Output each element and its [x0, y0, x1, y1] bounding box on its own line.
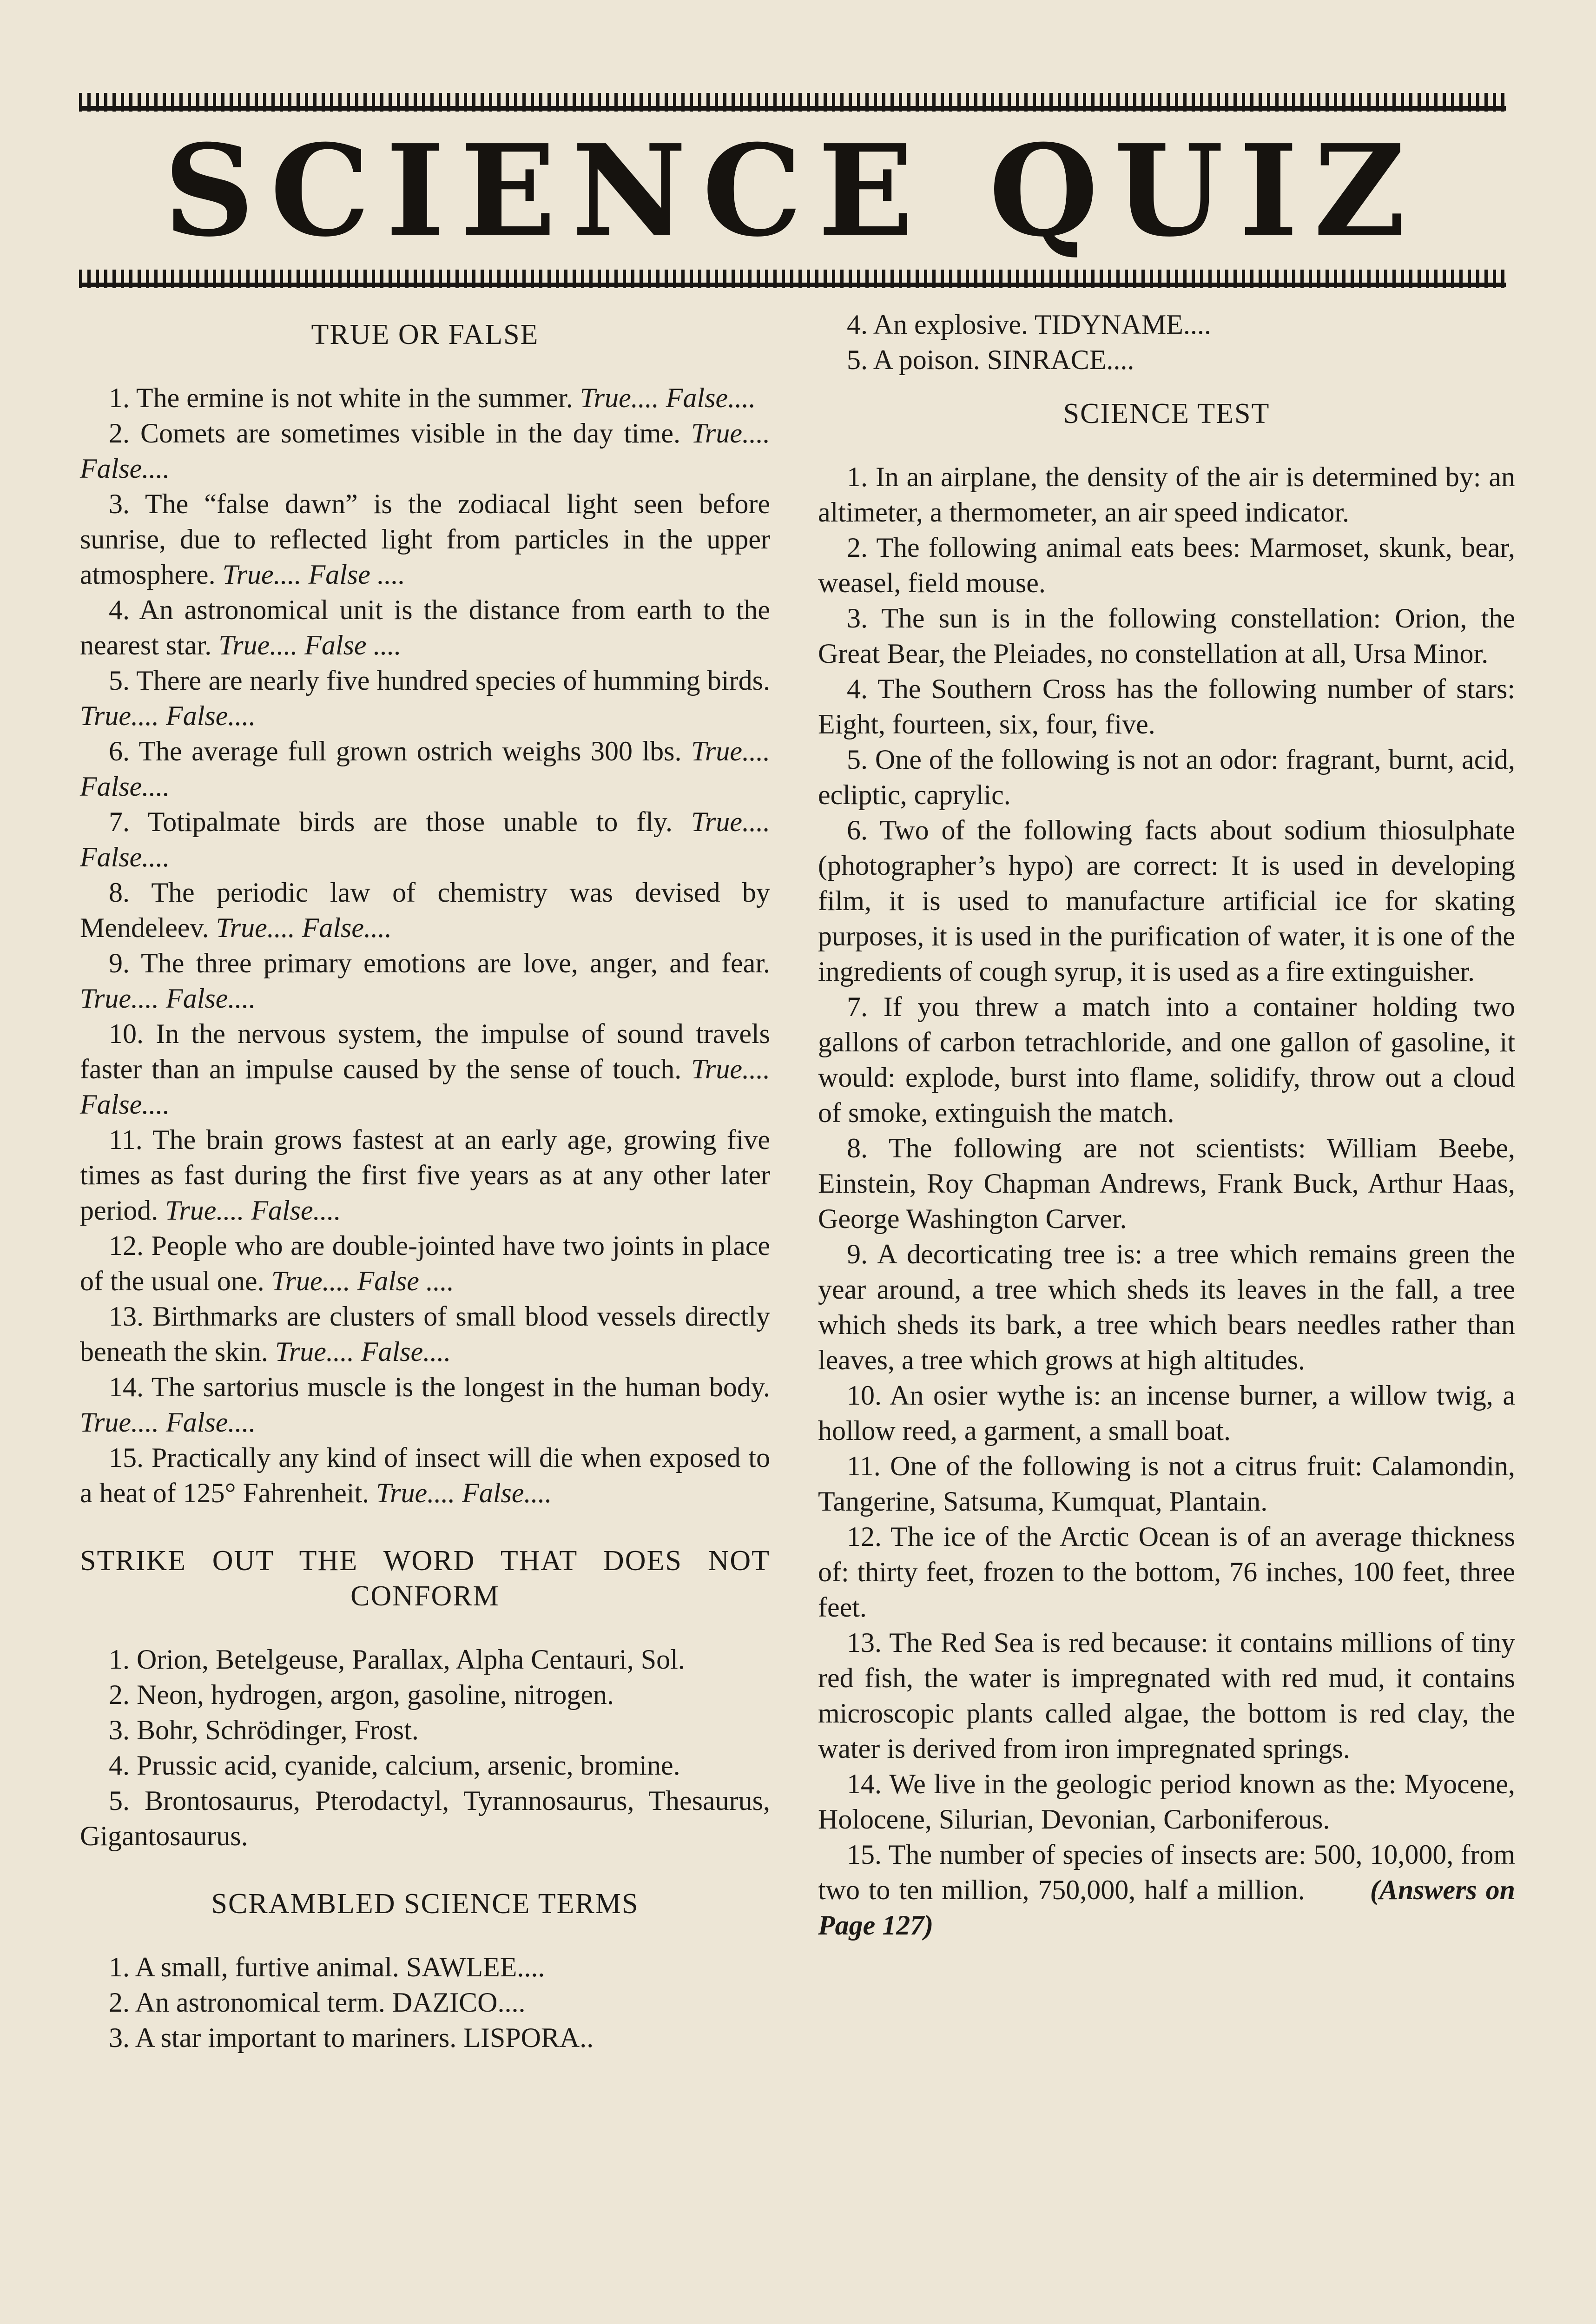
scrambled-item: 5. A poison. SINRACE....: [847, 344, 1134, 375]
true-false-item: [80, 733, 770, 804]
item-text: 11. The brain grows fastest at an early age, growing five times as fast during the first five years as at any other later period.: [80, 1124, 770, 1226]
masthead: [79, 93, 1506, 288]
item-text: 2. Comets are sometimes visible in the day time.: [109, 418, 680, 449]
true-false-item: [80, 486, 770, 592]
scrambled-item: 2. An astronomical term. DAZICO....: [109, 1987, 526, 2018]
item-text: 4. An astronomical unit is the distance from earth to the nearest star.: [80, 594, 770, 660]
true-false-choices: True.... False ....: [218, 630, 402, 660]
true-false-choices: True.... False....: [376, 1478, 552, 1508]
scrambled-list-continued: [818, 307, 1515, 377]
scrambled-heading: SCRAMBLED SCIENCE TERMS: [211, 1888, 639, 1920]
strike-out-heading: STRIKE OUT THE WORD THAT DOES NOT CONFORM: [80, 1545, 770, 1612]
science-test-item: 12. The ice of the Arctic Ocean is of an average thickness of: thirty feet, frozen to the bottom, 76 inches, 100 feet, three feet.: [818, 1521, 1515, 1623]
item-text: 15. Practically any kind of insect will die when exposed to a heat of 125° Fahrenheit.: [80, 1442, 770, 1508]
strike-out-item: 5. Brontosaurus, Pterodactyl, Tyrannosaurus, Thesaurus, Gigantosaurus.: [80, 1785, 770, 1851]
true-false-item: [80, 416, 770, 486]
page-title: SCIENCE QUIZ: [164, 117, 1421, 264]
true-false-choices: True.... False....: [80, 418, 770, 484]
scrambled-item: 1. A small, furtive animal. SAWLEE....: [109, 1952, 545, 1982]
true-false-item: [80, 1299, 770, 1369]
true-false-choices: True.... False....: [580, 383, 756, 413]
true-false-choices: True.... False....: [80, 736, 770, 802]
science-test-list: [818, 459, 1515, 1943]
true-false-choices: True.... False....: [80, 1054, 770, 1120]
strike-out-item: 4. Prussic acid, cyanide, calcium, arsenic, bromine.: [109, 1750, 680, 1781]
decorative-rule-bottom: [79, 270, 1506, 288]
true-false-item: [80, 804, 770, 875]
strike-out-item: 1. Orion, Betelgeuse, Parallax, Alpha Centauri, Sol.: [109, 1644, 685, 1675]
true-false-item: [80, 945, 770, 1016]
science-test-item: 2. The following animal eats bees: Marmoset, skunk, bear, weasel, field mouse.: [818, 532, 1515, 598]
science-test-item: 9. A decorticating tree is: a tree which remains green the year around, a tree which sheds its leaves in the fall, a tree which sheds its bark, a tree which bears needles rather than leaves, a tree which grows at high altitudes.: [818, 1239, 1515, 1375]
true-false-item: [80, 663, 770, 733]
item-text: 1. The ermine is not white in the summer.: [109, 383, 573, 413]
true-false-choices: True.... False....: [80, 700, 256, 731]
item-text: 3. The “false dawn” is the zodiacal light seen before sunrise, due to reflected light from particles in the upper atmosphere.: [80, 489, 770, 590]
true-false-choices: True.... False....: [216, 912, 392, 943]
item-text: 15. The number of species of insects are: 500, 10,000, from two to ten million, 750,000, half a million.: [818, 1839, 1515, 1905]
item-text: 10. In the nervous system, the impulse of sound travels faster than an impulse caused by the sense of touch.: [80, 1018, 770, 1084]
true-false-item: [80, 592, 770, 663]
true-false-item: [80, 875, 770, 945]
scrambled-item: 4. An explosive. TIDYNAME....: [847, 309, 1211, 340]
true-false-choices: True.... False....: [275, 1336, 451, 1367]
true-false-item: [80, 1369, 770, 1440]
science-test-heading: SCIENCE TEST: [1063, 398, 1270, 429]
true-false-choices: True.... False....: [80, 806, 770, 872]
item-text: 12. People who are double-jointed have two joints in place of the usual one.: [80, 1230, 770, 1296]
science-test-item: 7. If you threw a match into a container holding two gallons of carbon tetrachloride, and one gallon of gasoline, it would: explode, burst into flame, solidify, throw out a cloud of smoke, extinguish the match.: [818, 991, 1515, 1128]
science-test-item: 4. The Southern Cross has the following number of stars: Eight, fourteen, six, four, five.: [818, 673, 1515, 739]
true-false-choices: True.... False....: [80, 983, 256, 1014]
decorative-rule-top: [79, 93, 1506, 112]
item-text: 9. The three primary emotions are love, anger, and fear.: [109, 948, 770, 978]
science-test-item: 11. One of the following is not a citrus fruit: Calamondin, Tangerine, Satsuma, Kumquat, Plantain.: [818, 1451, 1515, 1517]
science-test-item: 13. The Red Sea is red because: it contains millions of tiny red fish, the water is impregnated with red mud, it contains microscopic plants called algae, the bottom is red clay, the water is derived from iron impregnated springs.: [818, 1627, 1515, 1764]
true-false-list: [80, 380, 770, 1511]
scrambled-list: [80, 1949, 770, 2055]
true-false-choices: True.... False....: [165, 1195, 341, 1226]
item-text: 14. The sartorius muscle is the longest in the human body.: [109, 1372, 770, 1402]
strike-out-item: 3. Bohr, Schrödinger, Frost.: [109, 1715, 419, 1745]
true-false-item: [80, 1440, 770, 1511]
item-text: 5. There are nearly five hundred species of humming birds.: [109, 665, 770, 696]
science-test-item: 8. The following are not scientists: William Beebe, Einstein, Roy Chapman Andrews, Frank Buck, Arthur Haas, George Washington Carver.: [818, 1133, 1515, 1234]
strike-out-list: [80, 1642, 770, 1854]
answers-note: (Answers on Page 127): [818, 1875, 1515, 1941]
true-false-choices: True.... False ....: [222, 559, 405, 590]
true-false-choices: True.... False....: [80, 1407, 256, 1438]
science-test-item: 3. The sun is in the following constellation: Orion, the Great Bear, the Pleiades, no constellation at all, Ursa Minor.: [818, 603, 1515, 669]
science-test-item: 10. An osier wythe is: an incense burner, a willow twig, a hollow reed, a garment, a small boat.: [818, 1380, 1515, 1446]
item-text: 8. The periodic law of chemistry was devised by Mendeleev.: [80, 877, 770, 943]
science-test-item: 5. One of the following is not an odor: fragrant, burnt, acid, ecliptic, caprylic.: [818, 744, 1515, 810]
true-false-item: [80, 1016, 770, 1122]
left-column: [80, 307, 770, 2324]
item-text: 7. Totipalmate birds are those unable to fly.: [109, 806, 673, 837]
true-false-item: [80, 1228, 770, 1299]
true-false-heading: TRUE OR FALSE: [311, 319, 539, 350]
science-test-item: 14. We live in the geologic period known as the: Myocene, Holocene, Silurian, Devonian, Carboniferous.: [818, 1769, 1515, 1835]
true-false-item: [80, 1122, 770, 1228]
item-text: 13. Birthmarks are clusters of small blood vessels directly beneath the skin.: [80, 1301, 770, 1367]
true-false-choices: True.... False ....: [271, 1266, 454, 1296]
science-test-item: 6. Two of the following facts about sodium thiosulphate (photographer’s hypo) are correct: It is used in developing film, it is used to manufacture artificial ice for skating purposes, it is used in the purification of water, it is one of the ingredients of cough syrup, it is used as a fire extinguisher.: [818, 815, 1515, 987]
scrambled-item: 3. A star important to mariners. LISPORA..: [109, 2022, 594, 2053]
item-text: 6. The average full grown ostrich weighs 300 lbs.: [109, 736, 682, 766]
true-false-item: [80, 380, 770, 416]
strike-out-item: 2. Neon, hydrogen, argon, gasoline, nitrogen.: [109, 1679, 614, 1710]
science-test-item: 1. In an airplane, the density of the air is determined by: an altimeter, a thermometer, an air speed indicator.: [818, 462, 1515, 528]
right-column: [818, 307, 1515, 2324]
science-test-item: [818, 1837, 1515, 1943]
